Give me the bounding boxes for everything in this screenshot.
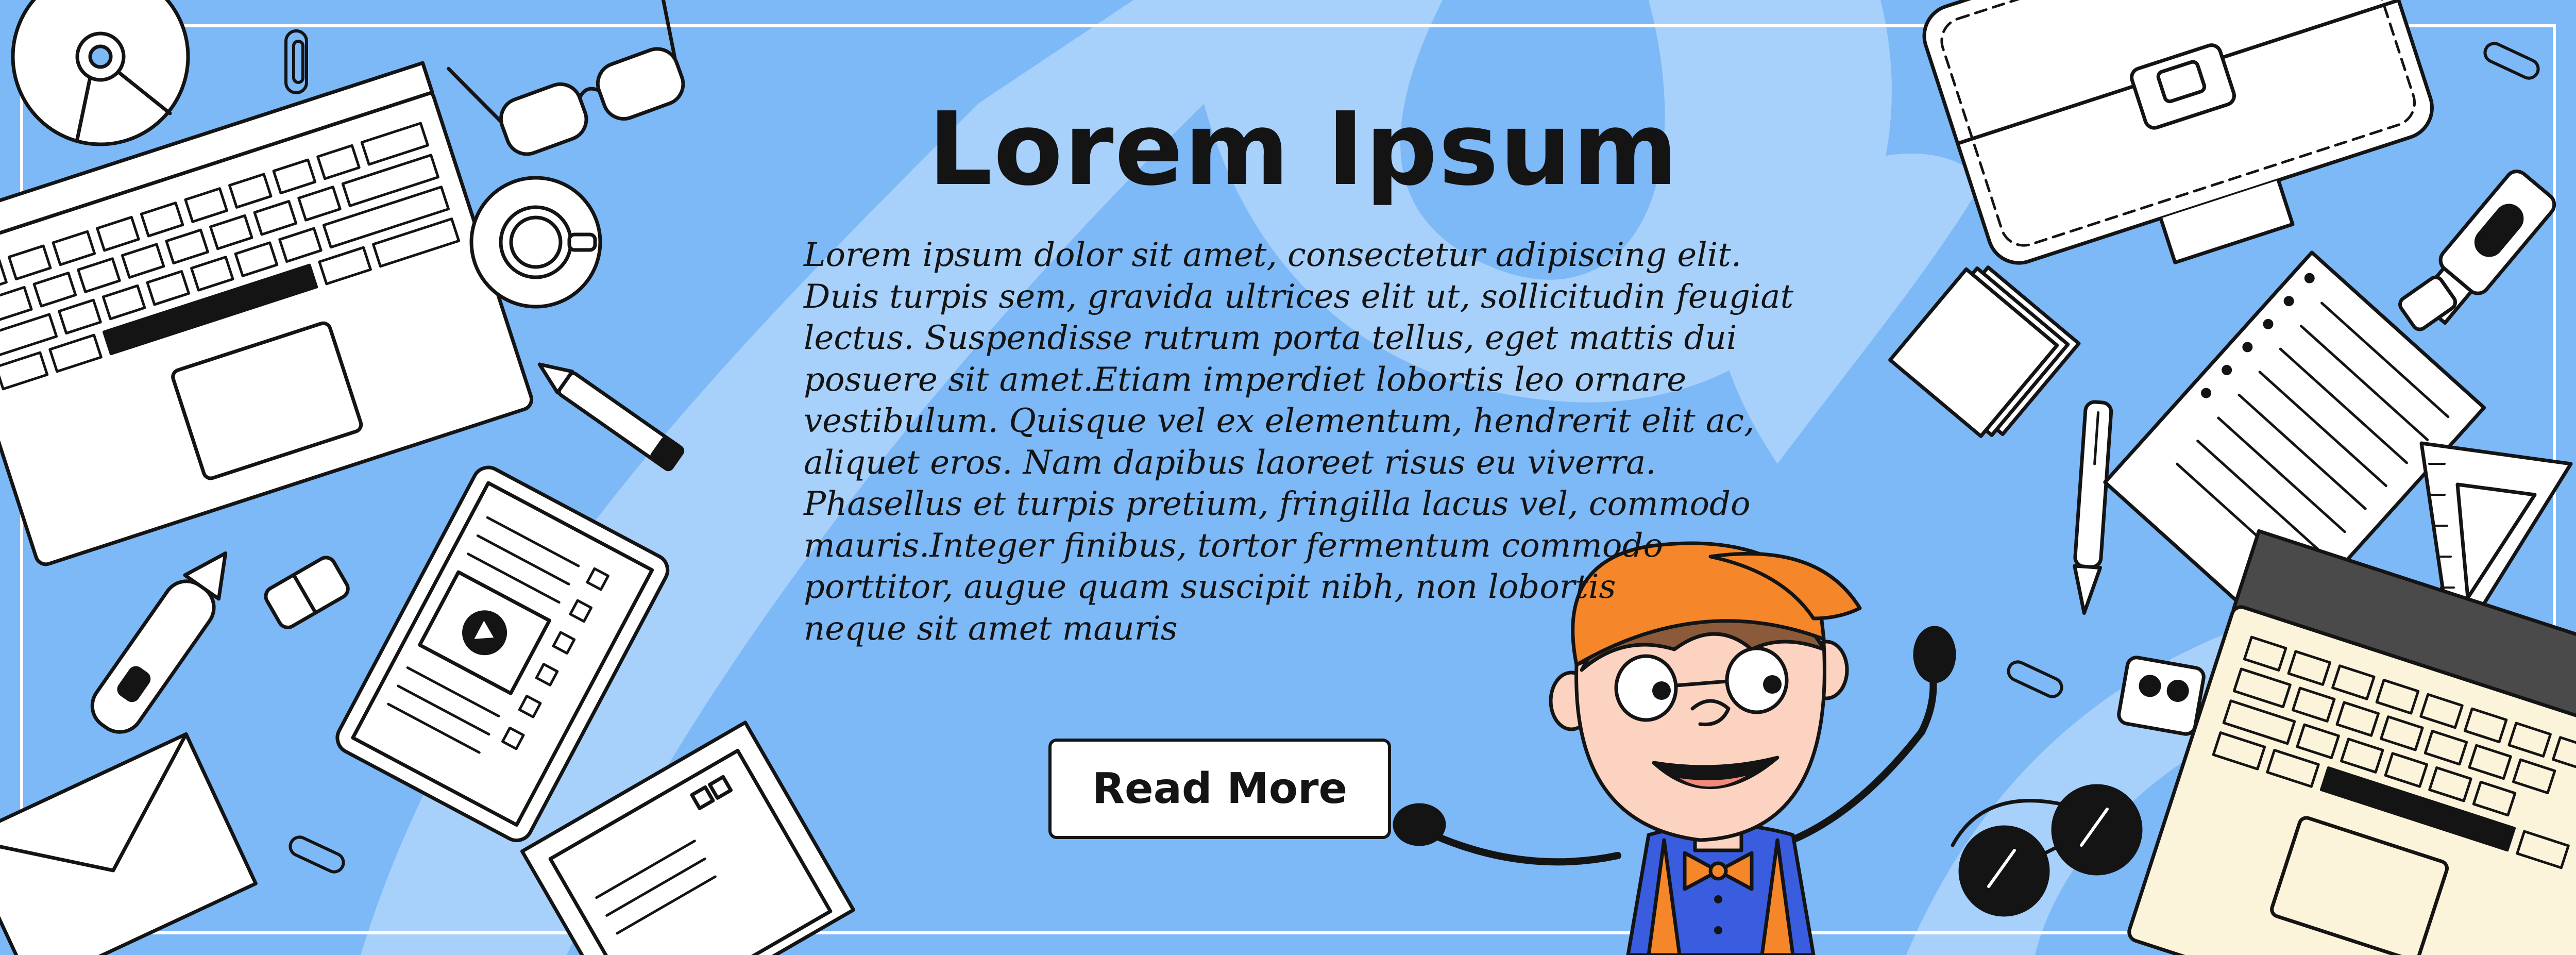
body-text: Lorem ipsum dolor sit amet, consectetur adipiscing elit. Duis turpis sem, gravida ultrices elit ut, sollicitudin feugiat lectus. Suspendisse rutrum porta tellus, eget mattis dui posuere sit amet.Etiam imperdiet lobortis leo ornare vestibulum. Quisque vel ex elementum, hendrerit elit ac, aliquet eros. Nam dapibus laoreet risus eu viverra. Phasellus et turpis pretium, fringilla lacus vel, commodo mauris.Integer finibus, tortor fermentum commodo porttitor, augue quam suscipit nibh, non lobortis neque sit amet mauris [804, 236, 1794, 648]
briefcase-icon [1916, 0, 2454, 315]
laptop-icon [2127, 531, 2576, 955]
paperclip-icon [287, 834, 347, 875]
page-title: Lorem Ipsum [928, 91, 1679, 208]
sharpener-icon [2117, 656, 2205, 735]
coffee-cup-icon [471, 178, 600, 307]
eraser-icon [262, 554, 351, 631]
cd-disc-icon [13, 0, 188, 144]
sticky-notes-icon [1890, 257, 2079, 446]
paperclip-icon [2006, 659, 2065, 699]
paperclip-icon [2482, 40, 2541, 81]
envelope-icon [0, 734, 256, 955]
utility-knife-icon [83, 539, 247, 741]
pen-icon [2071, 401, 2111, 614]
paperclip-icon [286, 31, 307, 93]
pencil-icon [532, 354, 684, 471]
read-more-button[interactable]: Read More [1048, 739, 1391, 839]
